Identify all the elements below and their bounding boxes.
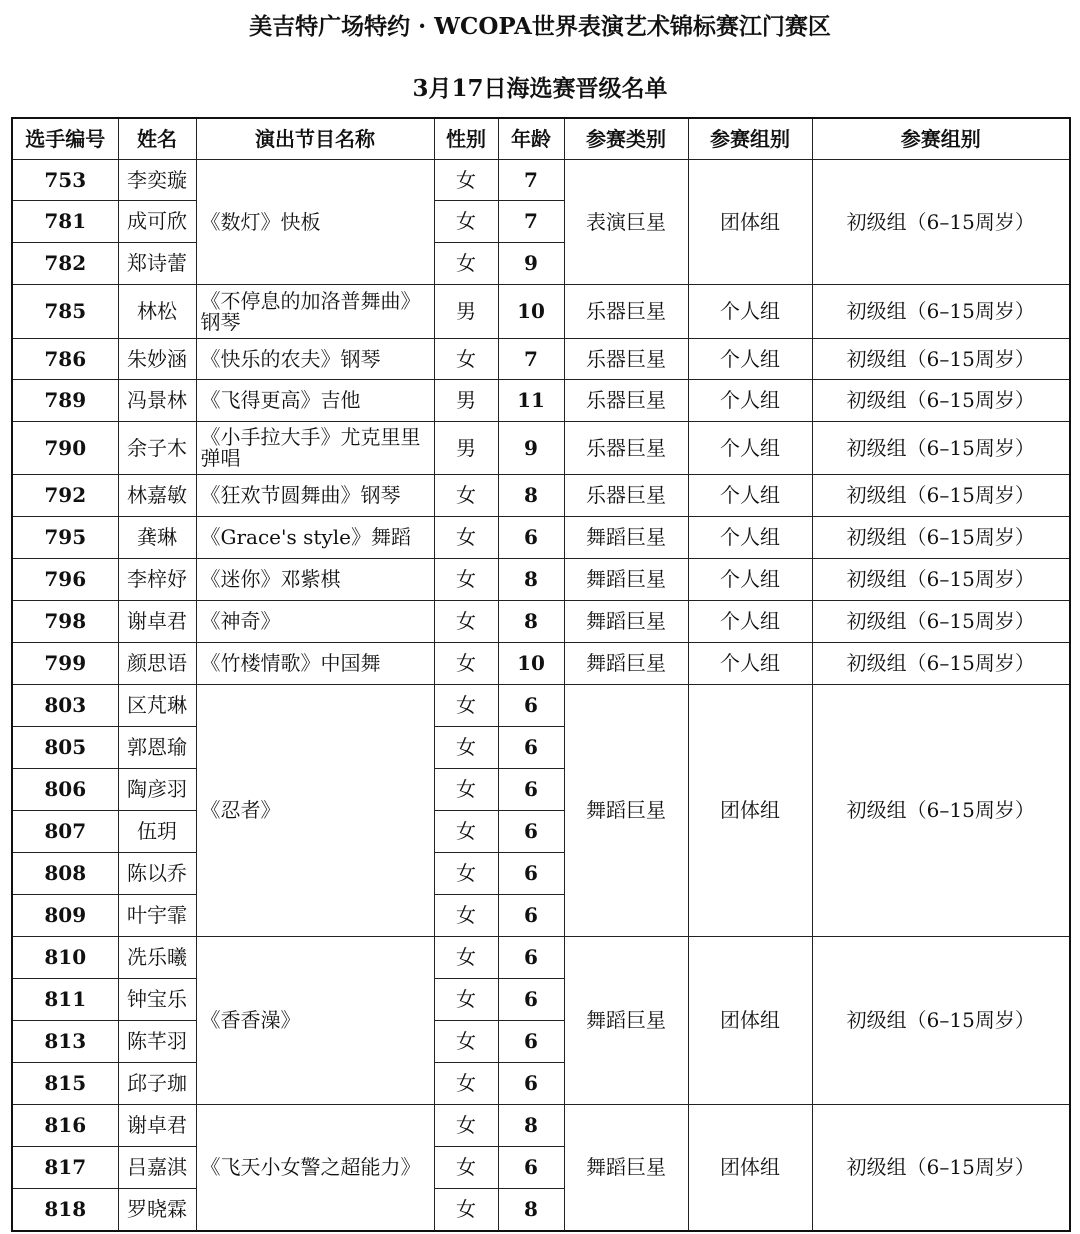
- player-age: 8: [498, 475, 564, 517]
- player-gender: 女: [434, 685, 498, 727]
- player-id: 809: [12, 895, 118, 937]
- player-id: 805: [12, 727, 118, 769]
- player-id: 807: [12, 811, 118, 853]
- header-id: 选手编号: [12, 118, 118, 160]
- player-id: 790: [12, 422, 118, 475]
- player-id: 808: [12, 853, 118, 895]
- player-age: 10: [498, 285, 564, 339]
- player-gender: 女: [434, 937, 498, 979]
- player-age: 8: [498, 601, 564, 643]
- player-gender: 女: [434, 769, 498, 811]
- player-age: 6: [498, 727, 564, 769]
- group-type: 个人组: [688, 380, 812, 422]
- document-title: 美吉特广场特约 · WCOPA世界表演艺术锦标赛江门赛区: [249, 13, 831, 40]
- table-row: [12, 380, 1070, 422]
- group-type: 个人组: [688, 601, 812, 643]
- header-gender: 性别: [434, 118, 498, 160]
- player-gender: 女: [434, 1021, 498, 1063]
- player-name: 冯景林: [118, 380, 196, 422]
- category: 舞蹈巨星: [564, 643, 688, 685]
- player-age: 6: [498, 517, 564, 559]
- program-name: 《竹楼情歌》中国舞: [196, 643, 434, 685]
- player-id: 816: [12, 1105, 118, 1147]
- player-name: 陈芊羽: [118, 1021, 196, 1063]
- category: 舞蹈巨星: [564, 937, 688, 1105]
- player-name: 李梓妤: [118, 559, 196, 601]
- group-type: 个人组: [688, 475, 812, 517]
- player-age: 6: [498, 811, 564, 853]
- program-name: 《数灯》快板: [196, 160, 434, 285]
- table-row: [12, 422, 1070, 475]
- player-age: 6: [498, 1063, 564, 1105]
- player-id: 798: [12, 601, 118, 643]
- category: 舞蹈巨星: [564, 517, 688, 559]
- player-id: 799: [12, 643, 118, 685]
- level: 初级组（6–15周岁）: [812, 380, 1070, 422]
- player-name: 龚琳: [118, 517, 196, 559]
- player-age: 7: [498, 201, 564, 243]
- level: 初级组（6–15周岁）: [812, 285, 1070, 339]
- category: 舞蹈巨星: [564, 685, 688, 937]
- category: 舞蹈巨星: [564, 559, 688, 601]
- player-gender: 女: [434, 979, 498, 1021]
- program-name: 《忍者》: [196, 685, 434, 937]
- player-gender: 女: [434, 811, 498, 853]
- player-gender: 男: [434, 285, 498, 339]
- header-name: 姓名: [118, 118, 196, 160]
- group-type: 个人组: [688, 517, 812, 559]
- player-id: 813: [12, 1021, 118, 1063]
- table-row: [12, 285, 1070, 339]
- player-gender: 女: [434, 853, 498, 895]
- player-gender: 女: [434, 160, 498, 201]
- player-name: 郑诗蕾: [118, 243, 196, 285]
- player-name: 朱妙涵: [118, 339, 196, 380]
- level: 初级组（6–15周岁）: [812, 160, 1070, 285]
- player-gender: 女: [434, 201, 498, 243]
- group-type: 团体组: [688, 160, 812, 285]
- player-id: 789: [12, 380, 118, 422]
- level: 初级组（6–15周岁）: [812, 1105, 1070, 1231]
- player-name: 叶宇霏: [118, 895, 196, 937]
- level: 初级组（6–15周岁）: [812, 643, 1070, 685]
- player-age: 7: [498, 339, 564, 380]
- player-age: 9: [498, 422, 564, 475]
- table-row: [12, 559, 1070, 601]
- table-header-row: [12, 118, 1070, 160]
- program-name: 《不停息的加洛普舞曲》钢琴: [196, 285, 434, 339]
- player-gender: 女: [434, 475, 498, 517]
- category: 乐器巨星: [564, 285, 688, 339]
- program-name: 《神奇》: [196, 601, 434, 643]
- category: 舞蹈巨星: [564, 1105, 688, 1231]
- program-name: 《快乐的农夫》钢琴: [196, 339, 434, 380]
- header-group: 参赛组别: [688, 118, 812, 160]
- player-gender: 女: [434, 1105, 498, 1147]
- player-id: 806: [12, 769, 118, 811]
- player-id: 782: [12, 243, 118, 285]
- player-gender: 女: [434, 1147, 498, 1189]
- player-gender: 女: [434, 601, 498, 643]
- player-name: 陈以乔: [118, 853, 196, 895]
- level: 初级组（6–15周岁）: [812, 475, 1070, 517]
- player-name: 伍玥: [118, 811, 196, 853]
- level: 初级组（6–15周岁）: [812, 685, 1070, 937]
- group-type: 个人组: [688, 339, 812, 380]
- group-type: 个人组: [688, 643, 812, 685]
- player-age: 6: [498, 853, 564, 895]
- player-gender: 男: [434, 380, 498, 422]
- player-age: 6: [498, 1147, 564, 1189]
- player-name: 吕嘉淇: [118, 1147, 196, 1189]
- header-category: 参赛类别: [564, 118, 688, 160]
- program-name: 《飞得更高》吉他: [196, 380, 434, 422]
- player-name: 成可欣: [118, 201, 196, 243]
- player-gender: 女: [434, 1189, 498, 1231]
- player-name: 陶彦羽: [118, 769, 196, 811]
- header-level: 参赛组别: [812, 118, 1070, 160]
- player-name: 谢卓君: [118, 601, 196, 643]
- header-program: 演出节目名称: [196, 118, 434, 160]
- player-id: 786: [12, 339, 118, 380]
- player-age: 8: [498, 1105, 564, 1147]
- table-row: [12, 517, 1070, 559]
- player-age: 9: [498, 243, 564, 285]
- player-id: 792: [12, 475, 118, 517]
- player-age: 8: [498, 1189, 564, 1231]
- program-name: 《香香澡》: [196, 937, 434, 1105]
- group-type: 团体组: [688, 937, 812, 1105]
- player-gender: 女: [434, 517, 498, 559]
- category: 舞蹈巨星: [564, 601, 688, 643]
- player-gender: 女: [434, 727, 498, 769]
- player-gender: 男: [434, 422, 498, 475]
- level: 初级组（6–15周岁）: [812, 937, 1070, 1105]
- group-type: 个人组: [688, 285, 812, 339]
- table-row: [12, 160, 1070, 201]
- level: 初级组（6–15周岁）: [812, 339, 1070, 380]
- player-name: 谢卓君: [118, 1105, 196, 1147]
- player-name: 李奕璇: [118, 160, 196, 201]
- player-age: 8: [498, 559, 564, 601]
- table-row: [12, 475, 1070, 517]
- table-row: [12, 685, 1070, 727]
- table-row: [12, 937, 1070, 979]
- level: 初级组（6–15周岁）: [812, 517, 1070, 559]
- player-name: 钟宝乐: [118, 979, 196, 1021]
- qualifier-table: [11, 117, 1071, 1232]
- table-row: [12, 601, 1070, 643]
- player-age: 6: [498, 685, 564, 727]
- player-age: 6: [498, 937, 564, 979]
- player-age: 6: [498, 979, 564, 1021]
- level: 初级组（6–15周岁）: [812, 601, 1070, 643]
- player-name: 余子木: [118, 422, 196, 475]
- player-id: 815: [12, 1063, 118, 1105]
- player-gender: 女: [434, 339, 498, 380]
- group-type: 个人组: [688, 422, 812, 475]
- player-name: 林松: [118, 285, 196, 339]
- player-age: 11: [498, 380, 564, 422]
- player-age: 7: [498, 160, 564, 201]
- player-age: 6: [498, 769, 564, 811]
- player-id: 785: [12, 285, 118, 339]
- player-id: 811: [12, 979, 118, 1021]
- program-name: 《小手拉大手》尤克里里弹唱: [196, 422, 434, 475]
- player-age: 6: [498, 895, 564, 937]
- player-name: 郭恩瑜: [118, 727, 196, 769]
- group-type: 个人组: [688, 559, 812, 601]
- table-row: [12, 339, 1070, 380]
- player-id: 795: [12, 517, 118, 559]
- category: 乐器巨星: [564, 422, 688, 475]
- player-name: 颜思语: [118, 643, 196, 685]
- level: 初级组（6–15周岁）: [812, 559, 1070, 601]
- program-name: 《Grace's style》舞蹈: [196, 517, 434, 559]
- player-age: 10: [498, 643, 564, 685]
- player-name: 区芃琳: [118, 685, 196, 727]
- player-age: 6: [498, 1021, 564, 1063]
- category: 乐器巨星: [564, 380, 688, 422]
- player-id: 810: [12, 937, 118, 979]
- player-id: 817: [12, 1147, 118, 1189]
- group-type: 团体组: [688, 1105, 812, 1231]
- player-name: 林嘉敏: [118, 475, 196, 517]
- player-gender: 女: [434, 1063, 498, 1105]
- category: 表演巨星: [564, 160, 688, 285]
- group-type: 团体组: [688, 685, 812, 937]
- program-name: 《狂欢节圆舞曲》钢琴: [196, 475, 434, 517]
- player-gender: 女: [434, 243, 498, 285]
- document-subtitle: 3月17日海选赛晋级名单: [412, 75, 668, 102]
- player-id: 753: [12, 160, 118, 201]
- program-name: 《飞天小女警之超能力》: [196, 1105, 434, 1231]
- player-id: 818: [12, 1189, 118, 1231]
- header-age: 年龄: [498, 118, 564, 160]
- player-name: 冼乐曦: [118, 937, 196, 979]
- table-row: [12, 1105, 1070, 1147]
- category: 乐器巨星: [564, 339, 688, 380]
- player-id: 796: [12, 559, 118, 601]
- player-name: 罗晓霖: [118, 1189, 196, 1231]
- player-id: 803: [12, 685, 118, 727]
- player-gender: 女: [434, 895, 498, 937]
- level: 初级组（6–15周岁）: [812, 422, 1070, 475]
- category: 乐器巨星: [564, 475, 688, 517]
- player-name: 邱子珈: [118, 1063, 196, 1105]
- player-gender: 女: [434, 643, 498, 685]
- table-row: [12, 643, 1070, 685]
- player-id: 781: [12, 201, 118, 243]
- player-gender: 女: [434, 559, 498, 601]
- program-name: 《迷你》邓紫棋: [196, 559, 434, 601]
